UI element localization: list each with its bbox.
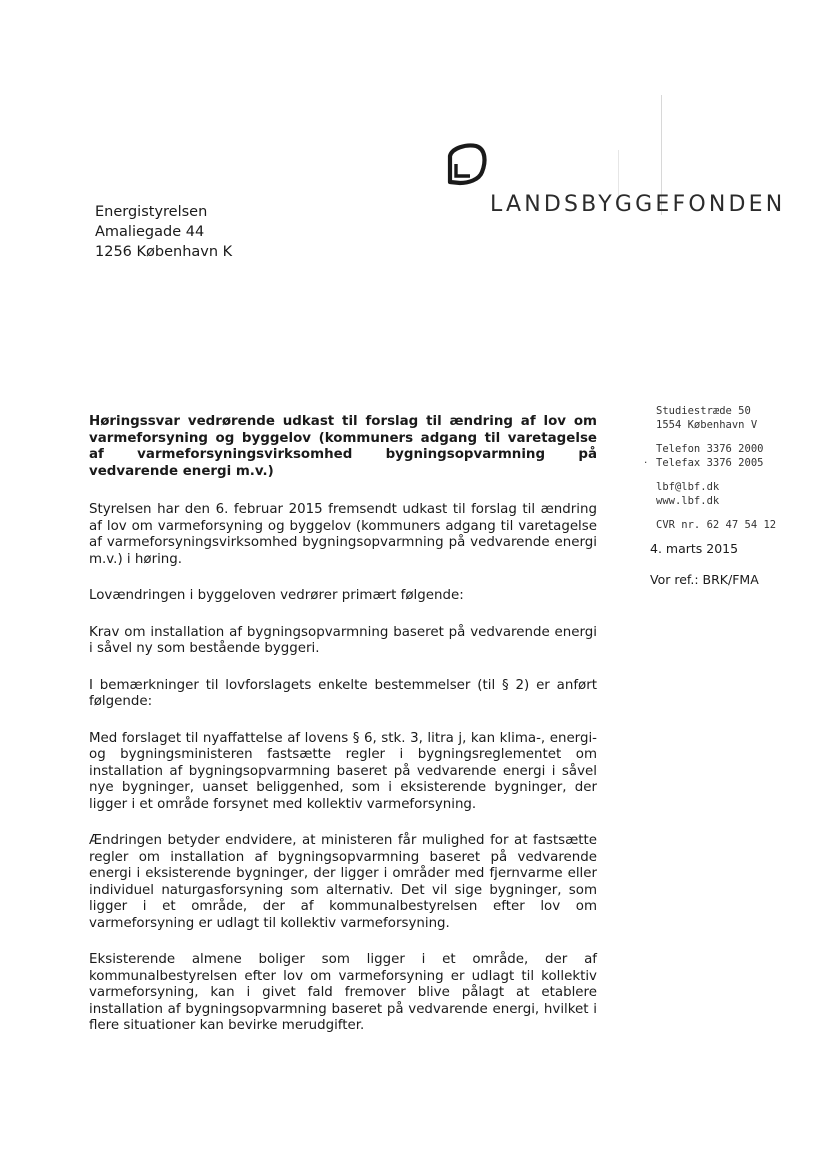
paragraph: Styrelsen har den 6. februar 2015 fremsendt udkast til forslag til ændring af lov om varmeforsyning og byggelov (kommuners adgang til varetagelse af varmeforsyningsvirksomhed bygningsopvarmning på vedvarende energi m.v.) i høring. bbox=[89, 502, 597, 567]
sender-email[interactable]: lbf@lbf.dk bbox=[656, 481, 720, 493]
paragraph: Krav om installation af bygningsopvarmning baseret på vedvarende energi i såvel ny som bestående byggeri. bbox=[89, 624, 597, 656]
recipient-street: Amaliegade 44 bbox=[95, 224, 205, 240]
sender-fax-row bbox=[644, 456, 806, 470]
paragraph: I bemærkninger til lovforslagets enkelte bestemmelser (til § 2) er anført følgende: bbox=[89, 677, 597, 709]
sender-web[interactable]: www.lbf.dk bbox=[656, 495, 720, 507]
sender-phone: Telefon 3376 2000 bbox=[656, 443, 764, 455]
letter-reference: Vor ref.: BRK/FMA bbox=[650, 572, 759, 587]
paragraph: Lovændringen i byggeloven vedrører primært følgende: bbox=[89, 588, 464, 603]
landsbyggefonden-logo-icon bbox=[442, 142, 488, 188]
letter-date: 4. marts 2015 bbox=[650, 541, 739, 556]
letter-heading: Høringssvar vedrørende udkast til forslag til ændring af lov om varmeforsyning og byggelov (kommuners adgang til varetagelse af varmeforsyningsvirksomhed bygningsopvarmning på vedvarende energi m.v.) bbox=[89, 414, 597, 479]
bullet-dot-icon: · bbox=[644, 457, 648, 469]
paragraph: Eksisterende almene boliger som ligger i et område, der af kommunalbestyrelsen efter lov om varmeforsyning er udlagt til kollektiv varmeforsyning, kan i givet fald fremover blive pålagt at etablere installation af bygningsopvarmning baseret på vedvarende energi, hvilket i flere situationer kan bevirke merudgifter. bbox=[89, 952, 597, 1033]
sender-city: 1554 København V bbox=[656, 419, 758, 431]
sender-contact-block bbox=[644, 404, 806, 532]
logo-wordmark: LANDSBYGGEFONDEN bbox=[490, 192, 786, 217]
paragraph: Ændringen betyder endvidere, at ministeren får mulighed for at fastsætte regler om installation af bygningsopvarmning baseret på vedvarende energi i eksisterende bygninger, der ligger i områder med fjernvarme eller individuel naturgasforsyning som alternativ. Det vil sige bygninger, som ligger i et område, der af kommunalbestyrelsen efter lov om varmeforsyning er udlagt til kollektiv varmeforsyning. bbox=[89, 833, 597, 931]
sender-street: Studiestræde 50 bbox=[656, 405, 751, 417]
letter-body bbox=[89, 414, 597, 1055]
sender-fax: Telefax 3376 2005 bbox=[656, 457, 764, 469]
sender-cvr: CVR nr. 62 47 54 12 bbox=[656, 519, 777, 531]
paragraph: Med forslaget til nyaffattelse af lovens § 6, stk. 3, litra j, kan klima-, energi- og bygningsministeren fastsætte regler i bygningsreglementet om installation af bygningsopvarmning baseret på vedvarende energi i såvel nye bygninger, uanset beliggenhed, som i eksisterende bygninger, der ligger i et område forsynet med kollektiv varmeforsyning. bbox=[89, 730, 597, 812]
letterhead-logo bbox=[440, 142, 786, 222]
recipient-address bbox=[95, 202, 232, 262]
recipient-name: Energistyrelsen bbox=[95, 204, 208, 220]
recipient-city: 1256 København K bbox=[95, 244, 233, 260]
